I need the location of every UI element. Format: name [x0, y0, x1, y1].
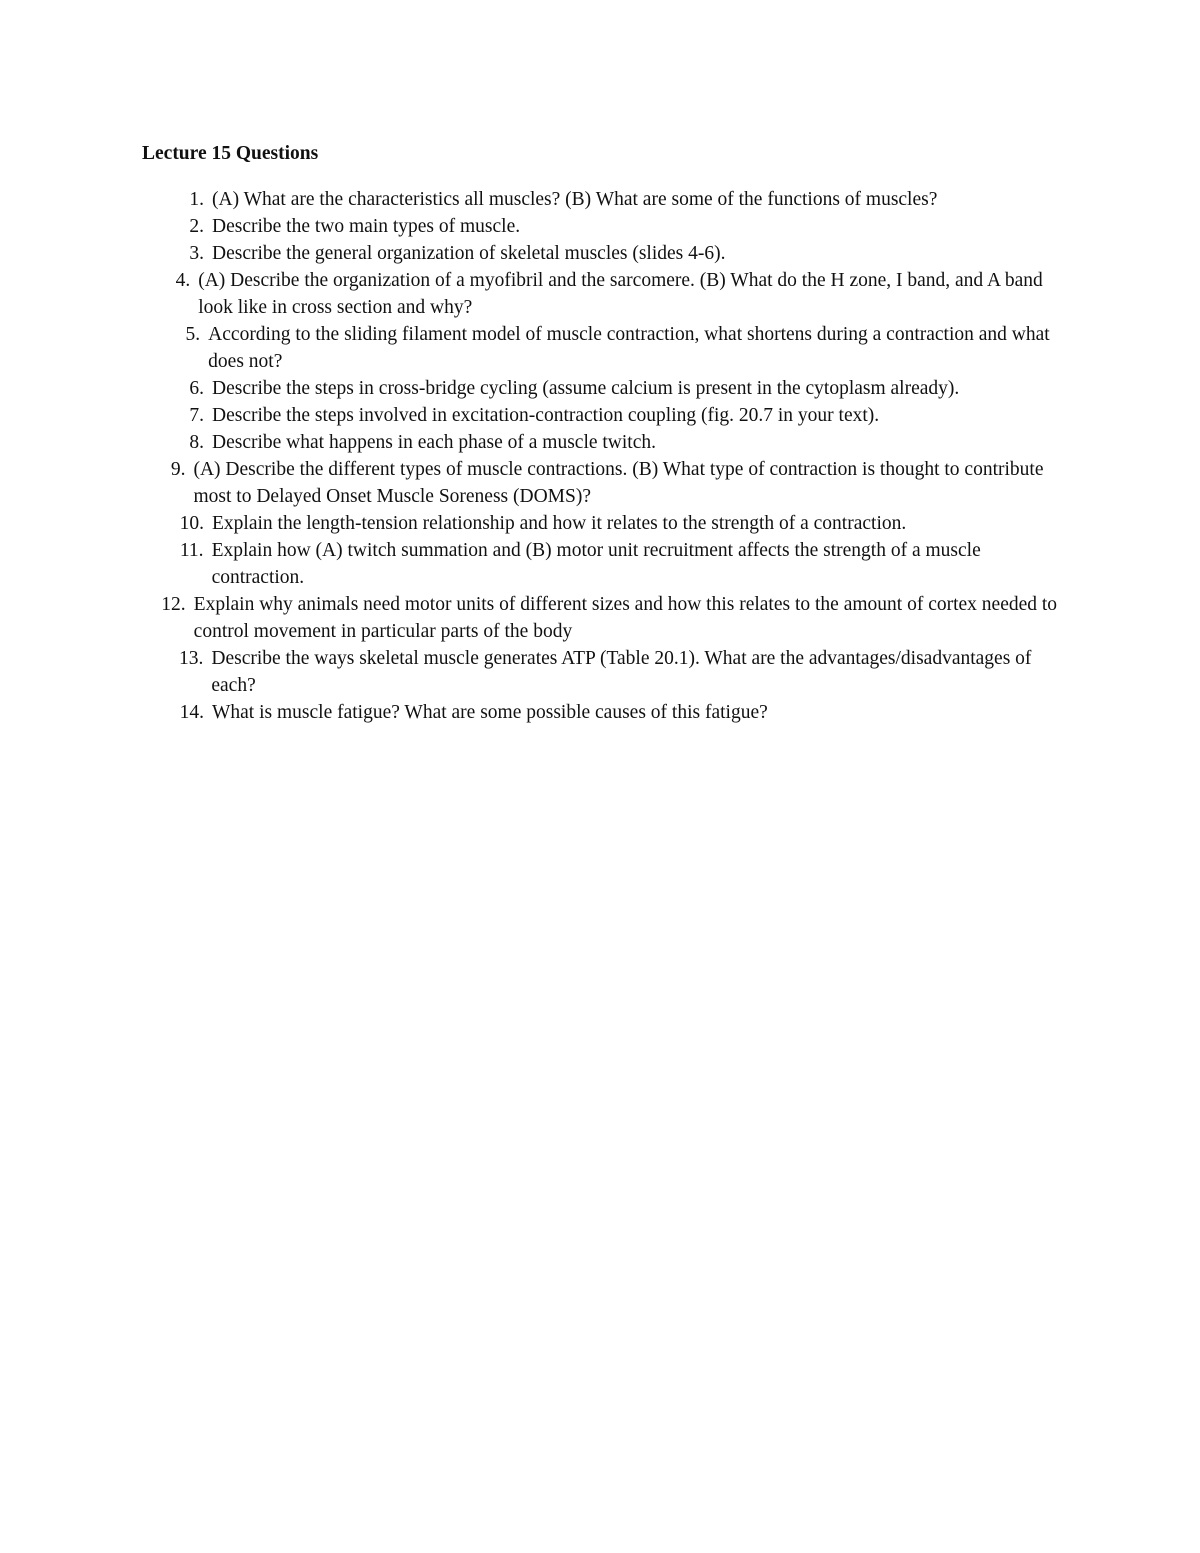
question-item — [142, 510, 1072, 537]
question-item — [142, 267, 1072, 321]
question-number: 13. — [179, 648, 204, 669]
question-text: According to the sliding filament model of muscle contraction, what shortens during a contraction and what does not? — [208, 324, 1050, 372]
question-text: Describe the two main types of muscle. — [212, 216, 521, 237]
question-item — [142, 645, 1072, 699]
question-item — [142, 537, 1072, 591]
question-text: (A) Describe the different types of muscle contractions. (B) What type of contraction is thought to contribute most to Delayed Onset Muscle Soreness (DOMS)? — [193, 459, 1044, 507]
question-text: What is muscle fatigue? What are some possible causes of this fatigue? — [212, 702, 768, 723]
question-text: Explain how (A) twitch summation and (B) motor unit recruitment affects the strength of a muscle contraction. — [211, 540, 981, 588]
question-item — [142, 429, 1072, 456]
question-number: 8. — [189, 432, 204, 453]
page-title: Lecture 15 Questions — [142, 143, 319, 164]
question-number: 2. — [189, 216, 204, 237]
question-item — [142, 699, 1072, 726]
question-item — [142, 213, 1072, 240]
question-item — [142, 240, 1072, 267]
question-item — [142, 456, 1072, 510]
question-item — [142, 591, 1072, 645]
question-number: 12. — [161, 594, 186, 615]
question-number: 1. — [189, 189, 204, 210]
question-number: 7. — [189, 405, 204, 426]
question-text: Describe the steps involved in excitation-contraction coupling (fig. 20.7 in your text). — [212, 405, 880, 426]
question-item — [142, 375, 1072, 402]
question-number: 11. — [179, 540, 204, 561]
question-number: 6. — [189, 378, 204, 399]
question-text: Describe what happens in each phase of a muscle twitch. — [212, 432, 657, 453]
question-text: Describe the steps in cross-bridge cycling (assume calcium is present in the cytoplasm already). — [212, 378, 960, 399]
question-item — [142, 186, 1072, 213]
question-text: (A) What are the characteristics all muscles? (B) What are some of the functions of muscles? — [212, 189, 938, 210]
question-number: 10. — [179, 513, 204, 534]
question-number: 3. — [189, 243, 204, 264]
question-text: Explain why animals need motor units of different sizes and how this relates to the amount of cortex needed to control movement in particular parts of the body — [193, 594, 1058, 642]
question-text: Describe the general organization of skeletal muscles (slides 4-6). — [212, 243, 726, 264]
question-number: 14. — [179, 702, 204, 723]
question-text: Explain the length-tension relationship and how it relates to the strength of a contraction. — [212, 513, 907, 534]
question-item — [142, 321, 1072, 375]
question-item — [142, 402, 1072, 429]
question-number: 9. — [170, 459, 186, 480]
question-number: 4. — [175, 270, 191, 291]
question-list — [142, 186, 1072, 726]
question-text: (A) Describe the organization of a myofibril and the sarcomere. (B) What do the H zone, I band, and A band look like in cross section and why? — [198, 270, 1043, 318]
question-text: Describe the ways skeletal muscle generates ATP (Table 20.1). What are the advantages/disadvantages of each? — [211, 648, 1032, 696]
question-number: 5. — [185, 324, 201, 345]
